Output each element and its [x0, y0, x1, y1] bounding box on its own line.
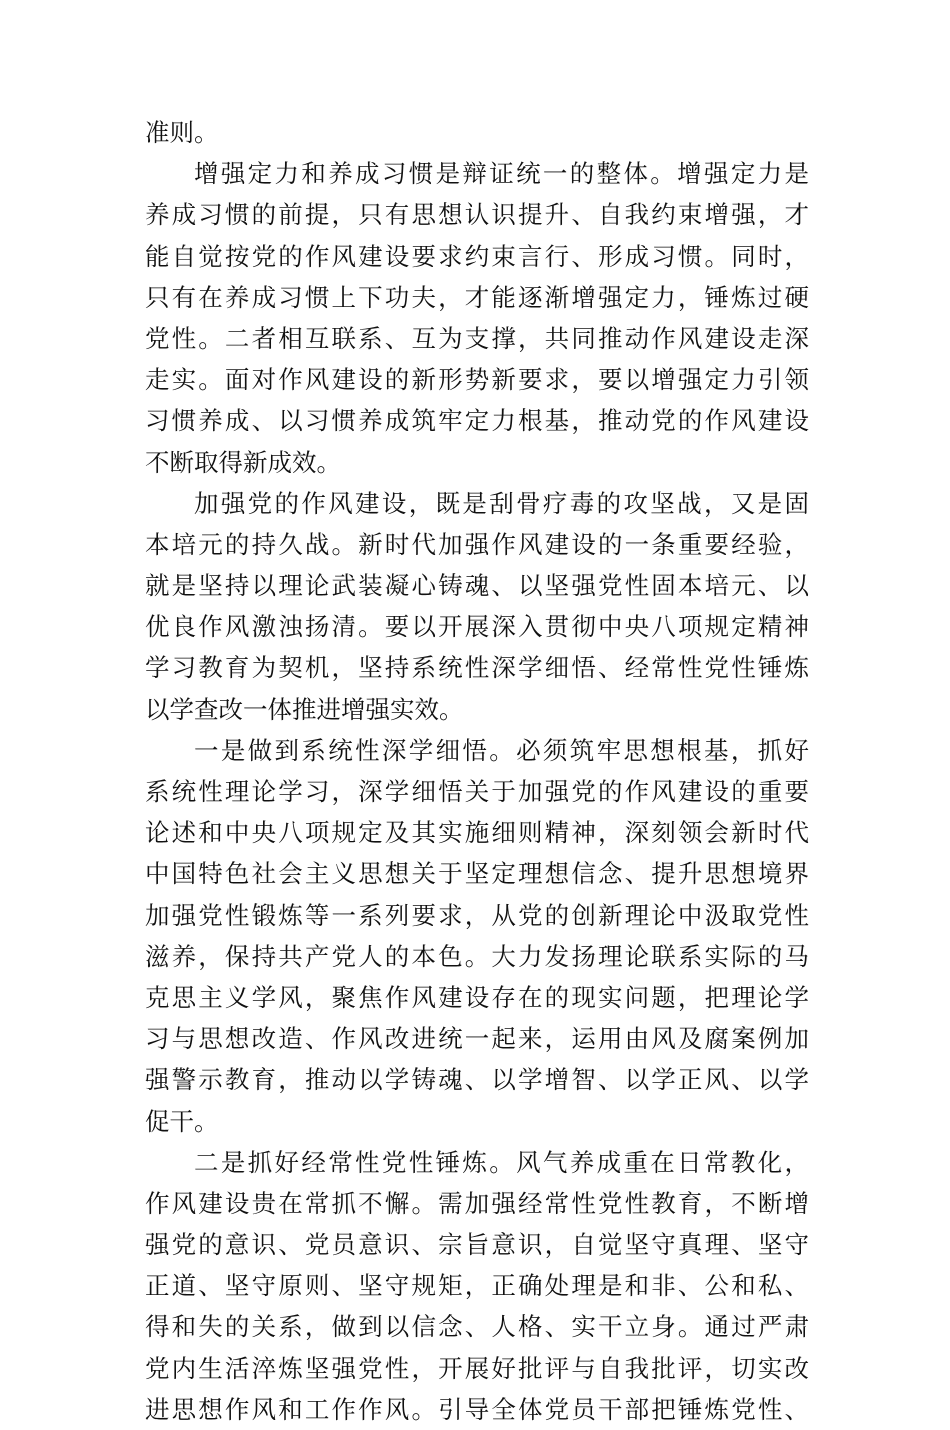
text-line: 得和失的关系，做到以信念、人格、实干立身。通过严肃: [145, 1312, 809, 1342]
text-line: 滋养，保持共产党人的本色。大力发扬理论联系实际的马: [145, 941, 809, 971]
text-line: 加强党性锻炼等一系列要求，从党的创新理论中汲取党性: [145, 900, 809, 930]
text-line: 进思想作风和工作作风。引导全体党员干部把锤炼党性、: [145, 1394, 809, 1424]
text-line: 二是抓好经常性党性锤炼。风气养成重在日常教化，: [194, 1147, 809, 1177]
text-line: 准则。: [145, 118, 219, 147]
text-line: 以学查改一体推进增强实效。: [145, 694, 464, 724]
text-line: 习与思想改造、作风改进统一起来，运用由风及腐案例加: [145, 1024, 809, 1054]
text-line: 强党的意识、党员意识、宗旨意识，自觉坚守真理、坚守: [145, 1230, 809, 1260]
document-body: [145, 112, 809, 1430]
text-line: 论述和中央八项规定及其实施细则精神，深刻领会新时代: [145, 818, 809, 848]
text-line: 只有在养成习惯上下功夫，才能逐渐增强定力，锤炼过硬: [145, 282, 809, 312]
text-line: 正道、坚守原则、坚守规矩，正确处理是和非、公和私、: [145, 1271, 809, 1301]
text-line: 一是做到系统性深学细悟。必须筑牢思想根基，抓好: [194, 735, 809, 765]
text-line: 就是坚持以理论武装凝心铸魂、以坚强党性固本培元、以: [145, 571, 809, 601]
text-line: 加强党的作风建设，既是刮骨疗毒的攻坚战，又是固: [194, 488, 809, 518]
text-line: 克思主义学风，聚焦作风建设存在的现实问题，把理论学: [145, 982, 809, 1012]
text-line: 习惯养成、以习惯养成筑牢定力根基，推动党的作风建设: [145, 406, 809, 436]
text-line: 中国特色社会主义思想关于坚定理想信念、提升思想境界: [145, 859, 809, 889]
text-line: 本培元的持久战。新时代加强作风建设的一条重要经验，: [145, 529, 809, 559]
text-line: 养成习惯的前提，只有思想认识提升、自我约束增强，才: [145, 200, 809, 230]
text-line: 党内生活淬炼坚强党性，开展好批评与自我批评，切实改: [145, 1353, 809, 1383]
text-line: 能自觉按党的作风建设要求约束言行、形成习惯。同时，: [145, 241, 809, 271]
text-line: 促干。: [145, 1106, 219, 1136]
text-line: 作风建设贵在常抓不懈。需加强经常性党性教育，不断增: [145, 1188, 809, 1218]
text-line: 强警示教育，推动以学铸魂、以学增智、以学正风、以学: [145, 1065, 809, 1095]
text-line: 系统性理论学习，深学细悟关于加强党的作风建设的重要: [145, 777, 809, 806]
text-line: 党性。二者相互联系、互为支撑，共同推动作风建设走深: [145, 323, 809, 353]
text-line: 优良作风激浊扬清。要以开展深入贯彻中央八项规定精神: [145, 612, 809, 642]
text-line: 走实。面对作风建设的新形势新要求，要以增强定力引领: [145, 365, 809, 395]
text-line: 增强定力和养成习惯是辩证统一的整体。增强定力是: [194, 159, 809, 189]
text-line: 学习教育为契机，坚持系统性深学细悟、经常性党性锤炼: [145, 653, 809, 683]
text-line: 不断取得新成效。: [145, 447, 341, 477]
